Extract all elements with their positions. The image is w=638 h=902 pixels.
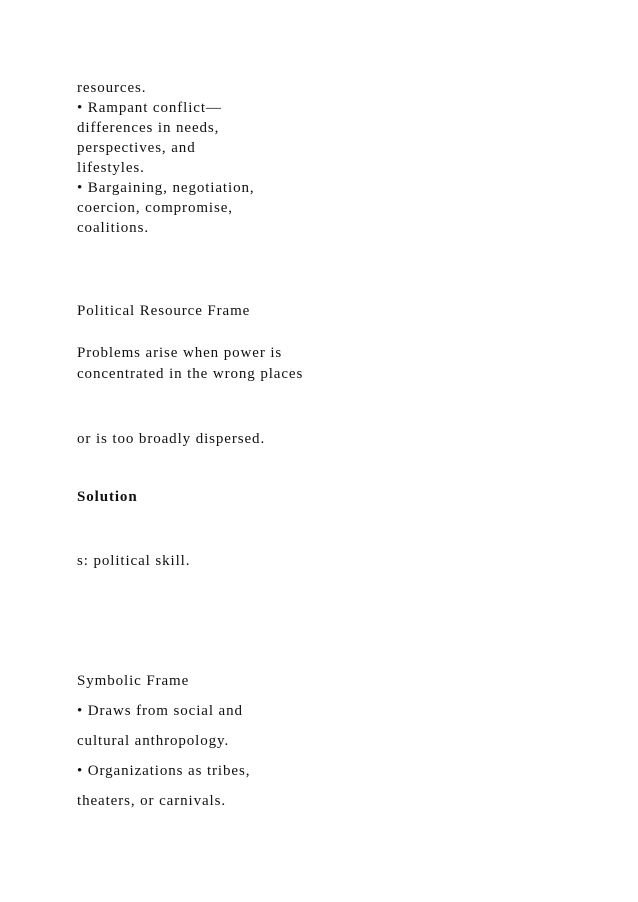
solution-heading: Solution [77,489,138,505]
bullet-item: • Draws from social and [77,703,243,719]
text-line: theaters, or carnivals. [77,793,226,809]
text-line: Problems arise when power is [77,345,283,361]
text-line: lifestyles. [77,160,145,176]
text-line: cultural anthropology. [77,733,230,749]
bullet-item: • Bargaining, negotiation, [77,180,255,196]
text-line: coalitions. [77,220,149,236]
text-line: or is too broadly dispersed. [77,431,266,447]
solution-text: s: political skill. [77,553,191,569]
text-line: concentrated in the wrong places [77,366,304,382]
bullet-item: • Organizations as tribes, [77,763,251,779]
text-line: differences in needs, [77,120,220,136]
text-line: perspectives, and [77,140,196,156]
text-line: coercion, compromise, [77,200,233,216]
section-heading: Symbolic Frame [77,673,190,689]
text-line: resources. [77,80,147,96]
bullet-item: • Rampant conflict— [77,100,222,116]
section-heading: Political Resource Frame [77,303,251,319]
